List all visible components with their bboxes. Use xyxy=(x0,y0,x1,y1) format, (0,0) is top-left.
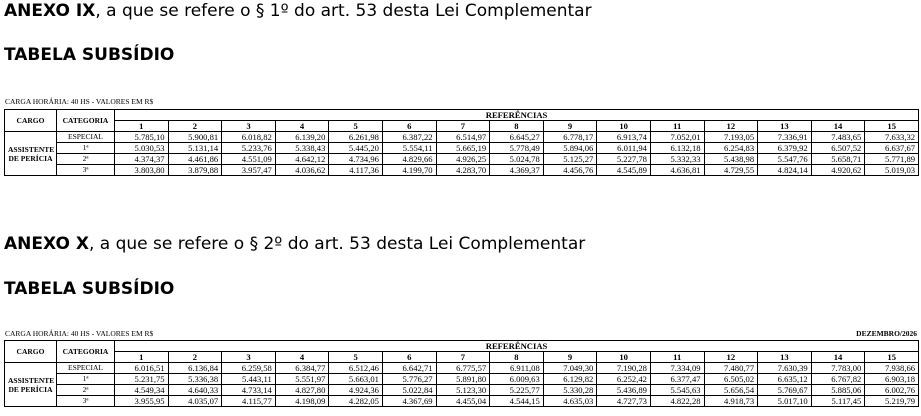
value-cell: 5.125,27 xyxy=(543,154,597,165)
cargo-name-line: ASSISTENTE xyxy=(8,144,55,154)
value-cell: 5.227,78 xyxy=(597,154,651,165)
reference-number: 4 xyxy=(275,352,329,363)
value-cell: 7.193,05 xyxy=(704,132,758,143)
reference-number: 10 xyxy=(597,352,651,363)
value-cell: 4.734,96 xyxy=(329,154,383,165)
value-cell: 4.282,05 xyxy=(329,396,383,407)
value-cell: 4.549,34 xyxy=(115,385,169,396)
value-cell: 4.198,09 xyxy=(275,396,329,407)
reference-number: 6 xyxy=(382,352,436,363)
value-cell: 5.117,45 xyxy=(811,396,865,407)
value-cell: 6.778,17 xyxy=(543,132,597,143)
annex-x-carga-horaria: CARGA HORÁRIA: 40 HS - VALORES EM R$ xyxy=(5,329,154,338)
value-cell: 6.645,27 xyxy=(490,132,544,143)
reference-number: 2 xyxy=(168,121,222,132)
value-cell: 4.369,37 xyxy=(490,165,544,176)
value-cell: 7.783,00 xyxy=(811,363,865,374)
value-cell: 6.507,52 xyxy=(811,143,865,154)
value-cell: 6.514,97 xyxy=(436,132,490,143)
value-cell: 6.016,51 xyxy=(115,363,169,374)
reference-numbers-row xyxy=(5,121,919,132)
reference-number: 3 xyxy=(222,121,276,132)
value-cell: 4.729,55 xyxy=(704,165,758,176)
reference-number: 9 xyxy=(543,121,597,132)
reference-number: 11 xyxy=(650,352,704,363)
value-cell: 5.022,84 xyxy=(382,385,436,396)
annex-ix-carga-horaria: CARGA HORÁRIA: 40 HS - VALORES EM R$ xyxy=(5,97,154,106)
value-cell: 5.024,78 xyxy=(490,154,544,165)
reference-number: 15 xyxy=(865,352,919,363)
value-cell: 5.443,11 xyxy=(222,374,276,385)
value-cell: 6.132,18 xyxy=(650,143,704,154)
table-row xyxy=(5,132,919,143)
value-cell: 4.283,70 xyxy=(436,165,490,176)
table-row xyxy=(5,374,919,385)
value-cell: 6.261,98 xyxy=(329,132,383,143)
value-cell: 4.926,25 xyxy=(436,154,490,165)
value-cell: 6.129,82 xyxy=(543,374,597,385)
value-cell: 6.913,74 xyxy=(597,132,651,143)
categoria-cell: 3ª xyxy=(57,396,115,407)
value-cell: 4.374,37 xyxy=(115,154,169,165)
value-cell: 6.387,22 xyxy=(382,132,436,143)
annex-ix-title: ANEXO IX xyxy=(4,1,96,21)
value-cell: 6.011,94 xyxy=(597,143,651,154)
value-cell: 5.231,75 xyxy=(115,374,169,385)
cargo-header: CARGO xyxy=(5,110,57,132)
categoria-cell: 2ª xyxy=(57,385,115,396)
value-cell: 6.512,46 xyxy=(329,363,383,374)
value-cell: 4.733,14 xyxy=(222,385,276,396)
reference-number: 11 xyxy=(650,121,704,132)
table-row xyxy=(5,363,919,374)
reference-number: 5 xyxy=(329,352,383,363)
value-cell: 4.918,73 xyxy=(704,396,758,407)
value-cell: 6.018,82 xyxy=(222,132,276,143)
value-cell: 6.911,08 xyxy=(490,363,544,374)
reference-number: 14 xyxy=(811,352,865,363)
value-cell: 5.225,77 xyxy=(490,385,544,396)
reference-number: 7 xyxy=(436,352,490,363)
value-cell: 4.920,62 xyxy=(811,165,865,176)
value-cell: 6.767,82 xyxy=(811,374,865,385)
value-cell: 7.938,66 xyxy=(865,363,919,374)
reference-number: 3 xyxy=(222,352,276,363)
value-cell: 7.336,91 xyxy=(758,132,812,143)
value-cell: 5.445,20 xyxy=(329,143,383,154)
reference-number: 1 xyxy=(115,352,169,363)
value-cell: 4.824,14 xyxy=(758,165,812,176)
value-cell: 6.139,20 xyxy=(275,132,329,143)
value-cell: 7.480,77 xyxy=(704,363,758,374)
cargo-name-line: ASSISTENTE xyxy=(8,375,55,385)
reference-number: 8 xyxy=(490,352,544,363)
value-cell: 6.903,18 xyxy=(865,374,919,385)
value-cell: 5.332,33 xyxy=(650,154,704,165)
value-cell: 4.727,73 xyxy=(597,396,651,407)
reference-number: 8 xyxy=(490,121,544,132)
reference-number: 4 xyxy=(275,121,329,132)
value-cell: 4.461,86 xyxy=(168,154,222,165)
categoria-cell: ESPECIAL xyxy=(57,132,115,143)
value-cell: 5.769,67 xyxy=(758,385,812,396)
categoria-cell: ESPECIAL xyxy=(57,363,115,374)
cargo-name-line: DE PERÍCIA xyxy=(8,384,53,394)
header-row xyxy=(5,110,919,121)
reference-number: 10 xyxy=(597,121,651,132)
value-cell: 5.778,49 xyxy=(490,143,544,154)
value-cell: 3.879,88 xyxy=(168,165,222,176)
value-cell: 5.785,10 xyxy=(115,132,169,143)
table-row xyxy=(5,396,919,407)
value-cell: 4.551,09 xyxy=(222,154,276,165)
value-cell: 5.665,19 xyxy=(436,143,490,154)
value-cell: 7.334,09 xyxy=(650,363,704,374)
table-row xyxy=(5,143,919,154)
value-cell: 4.827,80 xyxy=(275,385,329,396)
value-cell: 6.505,02 xyxy=(704,374,758,385)
table-row xyxy=(5,165,919,176)
categoria-cell: 1ª xyxy=(57,374,115,385)
value-cell: 5.658,71 xyxy=(811,154,865,165)
value-cell: 4.635,03 xyxy=(543,396,597,407)
value-cell: 7.052,01 xyxy=(650,132,704,143)
reference-number: 14 xyxy=(811,121,865,132)
value-cell: 7.630,39 xyxy=(758,363,812,374)
value-cell: 7.633,32 xyxy=(865,132,919,143)
value-cell: 7.190,28 xyxy=(597,363,651,374)
value-cell: 5.663,01 xyxy=(329,374,383,385)
value-cell: 4.456,76 xyxy=(543,165,597,176)
value-cell: 4.545,89 xyxy=(597,165,651,176)
reference-number: 5 xyxy=(329,121,383,132)
categoria-cell: 3ª xyxy=(57,165,115,176)
value-cell: 6.002,76 xyxy=(865,385,919,396)
value-cell: 5.219,79 xyxy=(865,396,919,407)
annex-x-date: DEZEMBRO/2026 xyxy=(856,329,917,338)
value-cell: 3.957,47 xyxy=(222,165,276,176)
value-cell: 5.900,81 xyxy=(168,132,222,143)
value-cell: 6.635,12 xyxy=(758,374,812,385)
value-cell: 4.035,07 xyxy=(168,396,222,407)
value-cell: 4.642,12 xyxy=(275,154,329,165)
categoria-header: CATEGORIA xyxy=(57,110,115,132)
value-cell: 4.455,04 xyxy=(436,396,490,407)
value-cell: 6.136,84 xyxy=(168,363,222,374)
value-cell: 4.636,81 xyxy=(650,165,704,176)
value-cell: 5.891,80 xyxy=(436,374,490,385)
annex-ix-heading xyxy=(4,1,592,21)
value-cell: 6.259,58 xyxy=(222,363,276,374)
categoria-cell: 2ª xyxy=(57,154,115,165)
value-cell: 5.336,38 xyxy=(168,374,222,385)
value-cell: 6.637,67 xyxy=(865,143,919,154)
annex-x-description: , a que se refere o § 2º do art. 53 desta Lei Complementar xyxy=(88,234,586,254)
cargo-cell xyxy=(5,363,57,407)
value-cell: 6.009,63 xyxy=(490,374,544,385)
value-cell: 5.019,03 xyxy=(865,165,919,176)
value-cell: 4.367,69 xyxy=(382,396,436,407)
value-cell: 5.545,63 xyxy=(650,385,704,396)
value-cell: 5.131,14 xyxy=(168,143,222,154)
header-row xyxy=(5,341,919,352)
categoria-header: CATEGORIA xyxy=(57,341,115,363)
value-cell: 4.924,36 xyxy=(329,385,383,396)
reference-number: 2 xyxy=(168,352,222,363)
value-cell: 6.642,71 xyxy=(382,363,436,374)
value-cell: 3.955,95 xyxy=(115,396,169,407)
reference-number: 12 xyxy=(704,352,758,363)
value-cell: 4.544,15 xyxy=(490,396,544,407)
table-row xyxy=(5,154,919,165)
value-cell: 4.036,62 xyxy=(275,165,329,176)
value-cell: 5.885,06 xyxy=(811,385,865,396)
annex-x-title: ANEXO X xyxy=(4,234,89,254)
value-cell: 7.483,65 xyxy=(811,132,865,143)
annex-ix-subsidio-table xyxy=(4,109,919,176)
cargo-cell xyxy=(5,132,57,176)
value-cell: 5.551,97 xyxy=(275,374,329,385)
value-cell: 6.384,77 xyxy=(275,363,329,374)
value-cell: 5.554,11 xyxy=(382,143,436,154)
value-cell: 6.254,83 xyxy=(704,143,758,154)
reference-number: 13 xyxy=(758,352,812,363)
value-cell: 5.894,06 xyxy=(543,143,597,154)
value-cell: 4.199,70 xyxy=(382,165,436,176)
value-cell: 4.115,77 xyxy=(222,396,276,407)
value-cell: 5.338,43 xyxy=(275,143,329,154)
reference-number: 9 xyxy=(543,352,597,363)
value-cell: 3.803,80 xyxy=(115,165,169,176)
value-cell: 5.771,89 xyxy=(865,154,919,165)
value-cell: 4.829,66 xyxy=(382,154,436,165)
value-cell: 5.123,30 xyxy=(436,385,490,396)
annex-x-heading xyxy=(4,234,585,254)
value-cell: 4.640,33 xyxy=(168,385,222,396)
value-cell: 6.252,42 xyxy=(597,374,651,385)
referencias-header: REFERÊNCIAS xyxy=(115,110,919,121)
referencias-header: REFERÊNCIAS xyxy=(115,341,919,352)
value-cell: 4.822,28 xyxy=(650,396,704,407)
value-cell: 5.330,28 xyxy=(543,385,597,396)
value-cell: 5.438,98 xyxy=(704,154,758,165)
value-cell: 4.117,36 xyxy=(329,165,383,176)
value-cell: 5.030,53 xyxy=(115,143,169,154)
value-cell: 5.547,76 xyxy=(758,154,812,165)
reference-number: 12 xyxy=(704,121,758,132)
categoria-cell: 1ª xyxy=(57,143,115,154)
annex-ix-description: , a que se refere o § 1º do art. 53 desta Lei Complementar xyxy=(95,1,592,21)
value-cell: 5.233,76 xyxy=(222,143,276,154)
table-row xyxy=(5,385,919,396)
annex-x-subsidio-table xyxy=(4,340,919,407)
value-cell: 5.656,54 xyxy=(704,385,758,396)
reference-number: 1 xyxy=(115,121,169,132)
reference-numbers-row xyxy=(5,352,919,363)
value-cell: 5.436,89 xyxy=(597,385,651,396)
reference-number: 13 xyxy=(758,121,812,132)
cargo-header: CARGO xyxy=(5,341,57,363)
reference-number: 7 xyxy=(436,121,490,132)
value-cell: 7.049,30 xyxy=(543,363,597,374)
annex-x-table-title: TABELA SUBSÍDIO xyxy=(4,279,175,299)
value-cell: 6.775,57 xyxy=(436,363,490,374)
reference-number: 6 xyxy=(382,121,436,132)
value-cell: 5.017,10 xyxy=(758,396,812,407)
cargo-name-line: DE PERÍCIA xyxy=(8,153,53,163)
reference-number: 15 xyxy=(865,121,919,132)
value-cell: 5.776,27 xyxy=(382,374,436,385)
value-cell: 6.377,47 xyxy=(650,374,704,385)
annex-ix-table-title: TABELA SUBSÍDIO xyxy=(4,45,175,65)
value-cell: 6.379,92 xyxy=(758,143,812,154)
